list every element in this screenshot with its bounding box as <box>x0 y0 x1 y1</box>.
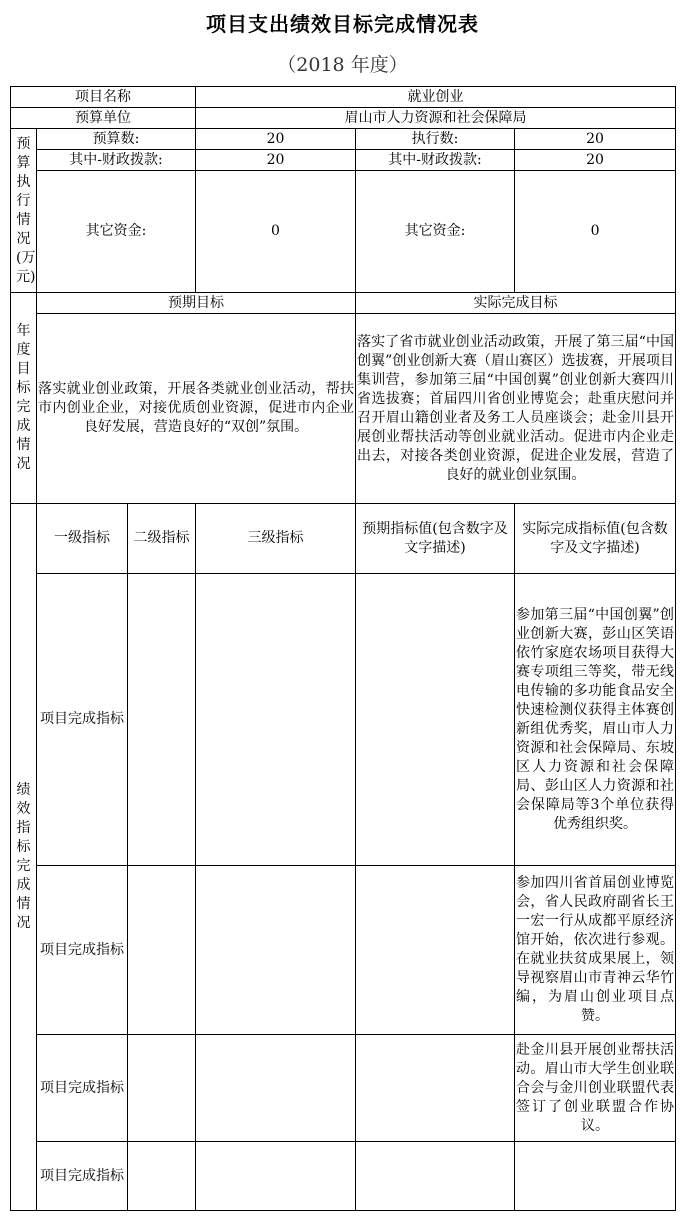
header-level2: 二级指标 <box>128 504 196 574</box>
row-actual: 参加第三届“中国创翼”创业创新大赛，彭山区笑语依竹家庭农场项目获得大赛专项组三等奖，带无线电传输的多功能食品安全快速检测仪获得主体赛创新组优秀奖，眉山市人力资源和社会保障局、东坡区人力资源和社会保障局、彭山区人力资源和社会保障局等3个单位获得优秀组织奖。 <box>515 574 676 866</box>
exec-amount-value: 20 <box>515 129 676 150</box>
row-level2 <box>128 1142 196 1211</box>
row-level2 <box>128 1035 196 1142</box>
row-actual <box>515 1142 676 1211</box>
other-exec-value: 0 <box>515 171 676 293</box>
budget-section-label: 预算执行情况(万元) <box>11 129 37 293</box>
page-title: 项目支出绩效目标完成情况表 <box>206 12 479 36</box>
row-level1: 项目完成指标 <box>37 1035 128 1142</box>
row-expected <box>356 1035 515 1142</box>
row-level3 <box>196 1142 356 1211</box>
fiscal-budget-value: 20 <box>196 150 356 171</box>
year-subtitle: （2018 年度） <box>277 54 408 76</box>
performance-table <box>10 86 676 1211</box>
budget-amount-value: 20 <box>196 129 356 150</box>
row-level1: 项目完成指标 <box>37 1142 128 1211</box>
other-exec-label: 其它资金: <box>356 171 515 293</box>
perf-section-label: 绩效指标完成情况 <box>11 504 37 1211</box>
row-level1: 项目完成指标 <box>37 866 128 1035</box>
header-level1: 一级指标 <box>37 504 128 574</box>
row-level1: 项目完成指标 <box>37 574 128 866</box>
row-level2 <box>128 866 196 1035</box>
row-level3 <box>196 1035 356 1142</box>
row-expected <box>356 574 515 866</box>
table-row <box>11 1142 676 1211</box>
row-actual: 参加四川省首届创业博览会，省人民政府副省长王一宏一行从成都平原经济馆开始，依次进行参观。在就业扶贫成果展上，领导视察眉山市青神云华竹编，为眉山创业项目点赞。 <box>515 866 676 1035</box>
expected-goal-text: 落实就业创业政策，开展各类就业创业活动，帮扶市内创业企业，对接优质创业资源，促进市内企业良好发展，营造良好的“双创”氛围。 <box>37 314 356 504</box>
budget-unit-label: 预算单位 <box>11 108 196 129</box>
budget-unit-value: 眉山市人力资源和社会保障局 <box>196 108 676 129</box>
fiscal-budget-label: 其中-财政拨款: <box>37 150 196 171</box>
table-row <box>11 1035 676 1142</box>
row-level3 <box>196 574 356 866</box>
row-expected <box>356 866 515 1035</box>
header-expected-value: 预期指标值(包含数字及文字描述) <box>356 504 515 574</box>
expected-goal-header: 预期目标 <box>37 293 356 314</box>
actual-goal-header: 实际完成目标 <box>356 293 676 314</box>
other-budget-label: 其它资金: <box>37 171 196 293</box>
row-level3 <box>196 866 356 1035</box>
row-level2 <box>128 574 196 866</box>
fiscal-exec-value: 20 <box>515 150 676 171</box>
row-expected <box>356 1142 515 1211</box>
budget-amount-label: 预算数: <box>37 129 196 150</box>
fiscal-exec-label: 其中-财政拨款: <box>356 150 515 171</box>
other-budget-value: 0 <box>196 171 356 293</box>
header-level3: 三级指标 <box>196 504 356 574</box>
project-name-value: 就业创业 <box>196 87 676 108</box>
annual-section-label: 年度目标完成情况 <box>11 293 37 504</box>
header-actual-value: 实际完成指标值(包含数字及文字描述) <box>515 504 676 574</box>
table-row <box>11 574 676 866</box>
actual-goal-text: 落实了省市就业创业活动政策，开展了第三届“中国创翼”创业创新大赛（眉山赛区）选拔赛，开展项目集训营，参加第三届“中国创翼”创业创新大赛四川省选拔赛；首届四川省创业博览会；赴重庆慰问并召开眉山籍创业者及务工人员座谈会；赴金川县开展创业帮扶活动等创业就业活动。促进市内企业走出去，对接各类创业资源，促进企业发展，营造了良好的就业创业氛围。 <box>356 314 676 504</box>
project-name-label: 项目名称 <box>11 87 196 108</box>
exec-amount-label: 执行数: <box>356 129 515 150</box>
row-actual: 赴金川县开展创业帮扶活动。眉山市大学生创业联合会与金川创业联盟代表签订了创业联盟合作协议。 <box>515 1035 676 1142</box>
table-row <box>11 866 676 1035</box>
